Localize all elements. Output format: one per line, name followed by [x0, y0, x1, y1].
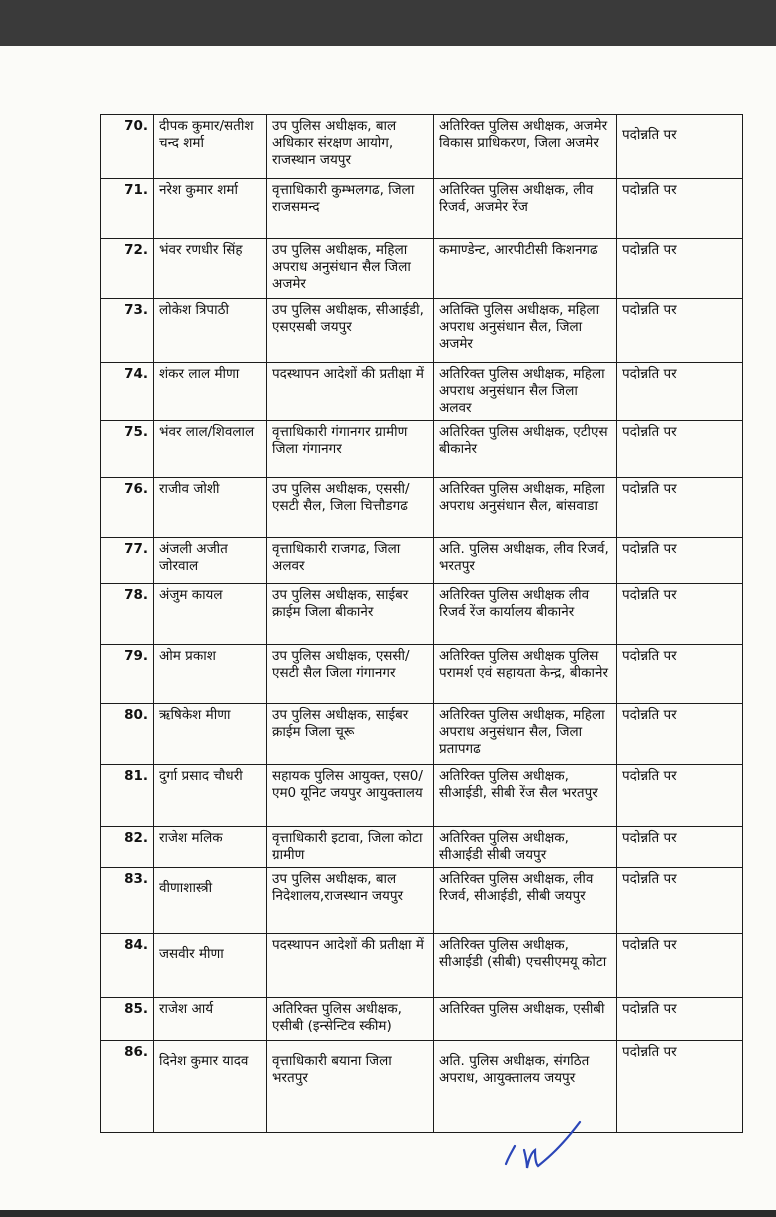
current-posting-text: वृत्ताधिकारी बयाना जिला भरतपुर: [272, 1053, 392, 1086]
serial-number: 81.: [101, 765, 154, 827]
officer-name: अंजुम कायल: [154, 584, 267, 645]
remark: पदोन्नति पर: [617, 299, 743, 363]
remark: पदोन्नति पर: [617, 421, 743, 478]
table-row: [101, 934, 743, 998]
remark-text: पदोन्नति पर: [622, 127, 677, 143]
remark: पदोन्नति पर: [617, 538, 743, 584]
new-posting: अतिरिक्त पुलिस अधीक्षक, महिला अपराध अनुसंधान सैल, जिला प्रतापगढ: [434, 704, 617, 765]
officer-name: दुर्गा प्रसाद चौधरी: [154, 765, 267, 827]
officer-name-text: जसवीर मीणा: [159, 946, 224, 962]
remark: पदोन्नति पर: [617, 704, 743, 765]
table-row: [101, 421, 743, 478]
current-posting: उप पुलिस अधीक्षक, एससी/एसटी सैल जिला गंगानगर: [267, 645, 434, 704]
officer-name: नरेश कुमार शर्मा: [154, 179, 267, 239]
current-posting: उप पुलिस अधीक्षक, एससी/एसटी सैल, जिला चित्तौडगढ: [267, 478, 434, 538]
remark: पदोन्नति पर: [617, 239, 743, 299]
officer-name: राजीव जोशी: [154, 478, 267, 538]
serial-number: 72.: [101, 239, 154, 299]
new-posting: अतिक्ति पुलिस अधीक्षक, महिला अपराध अनुसंधान सैल, जिला अजमेर: [434, 299, 617, 363]
new-posting: अतिरिक्त पुलिस अधीक्षक, महिला अपराध अनुसंधान सैल जिला अलवर: [434, 363, 617, 421]
signature-mark: [500, 1106, 590, 1176]
table-row: [101, 645, 743, 704]
officer-name: राजेश आर्य: [154, 998, 267, 1041]
new-posting: अतिरिक्त पुलिस अधीक्षक, सीआईडी (सीबी) एचसीएमयू कोटा: [434, 934, 617, 998]
current-posting: उप पुलिस अधीक्षक, महिला अपराध अनुसंधान सैल जिला अजमेर: [267, 239, 434, 299]
serial-number: 75.: [101, 421, 154, 478]
current-posting: अतिरिक्त पुलिस अधीक्षक, एसीबी (इन्सेन्टिव स्कीम): [267, 998, 434, 1041]
serial-number: 77.: [101, 538, 154, 584]
table-row: [101, 827, 743, 868]
officer-name: [154, 868, 267, 934]
remark: पदोन्नति पर: [617, 645, 743, 704]
viewer-top-bar: [0, 0, 776, 46]
serial-number: 86.: [101, 1041, 154, 1133]
table-row: [101, 704, 743, 765]
new-posting: अतिरिक्त पुलिस अधीक्षक, लीव रिजर्व, सीआईडी, सीबी जयपुर: [434, 868, 617, 934]
table-row: [101, 538, 743, 584]
remark: पदोन्नति पर: [617, 827, 743, 868]
new-posting: अतिरिक्त पुलिस अधीक्षक पुलिस परामर्श एवं सहायता केन्द्र, बीकानेर: [434, 645, 617, 704]
table-row: [101, 179, 743, 239]
officer-name: लोकेश त्रिपाठी: [154, 299, 267, 363]
remark: पदोन्नति पर: [617, 584, 743, 645]
transfer-table: [100, 114, 743, 1133]
current-posting: उप पुलिस अधीक्षक, साईबर क्राईम जिला चूरू: [267, 704, 434, 765]
officer-name: अंजली अजीत जोरवाल: [154, 538, 267, 584]
table-row: [101, 1041, 743, 1133]
serial-number: 71.: [101, 179, 154, 239]
table-row: [101, 868, 743, 934]
table-row: [101, 239, 743, 299]
officer-name: दीपक कुमार/सतीश चन्द शर्मा: [154, 115, 267, 179]
current-posting: वृत्ताधिकारी कुम्भलगढ, जिला राजसमन्द: [267, 179, 434, 239]
serial-number: 83.: [101, 868, 154, 934]
current-posting: पदस्थापन आदेशों की प्रतीक्षा में: [267, 934, 434, 998]
table-row: [101, 998, 743, 1041]
current-posting: उप पुलिस अधीक्षक, सीआईडी, एसएसबी जयपुर: [267, 299, 434, 363]
officer-name: शंकर लाल मीणा: [154, 363, 267, 421]
table-row: [101, 584, 743, 645]
current-posting: वृत्ताधिकारी राजगढ, जिला अलवर: [267, 538, 434, 584]
remark: पदोन्नति पर: [617, 998, 743, 1041]
serial-number: 84.: [101, 934, 154, 998]
officer-name: [154, 934, 267, 998]
officer-name: राजेश मलिक: [154, 827, 267, 868]
new-posting: अतिरिक्त पुलिस अधीक्षक, सीआईडी, सीबी रेंज सैल भरतपुर: [434, 765, 617, 827]
new-posting: अति. पुलिस अधीक्षक, लीव रिजर्व, भरतपुर: [434, 538, 617, 584]
remark: पदोन्नति पर: [617, 934, 743, 998]
serial-number: 79.: [101, 645, 154, 704]
current-posting: सहायक पुलिस आयुक्त, एस0/एम0 यूनिट जयपुर आयुक्तालय: [267, 765, 434, 827]
table-row: [101, 765, 743, 827]
table-row: [101, 115, 743, 179]
current-posting: पदस्थापन आदेशों की प्रतीक्षा में: [267, 363, 434, 421]
remark: [617, 115, 743, 179]
current-posting: वृत्ताधिकारी गंगानगर ग्रामीण जिला गंगानगर: [267, 421, 434, 478]
serial-number: 73.: [101, 299, 154, 363]
officer-name: ओम प्रकाश: [154, 645, 267, 704]
serial-number: 82.: [101, 827, 154, 868]
serial-number: 74.: [101, 363, 154, 421]
serial-number: 76.: [101, 478, 154, 538]
new-posting: अतिरिक्त पुलिस अधीक्षक, लीव रिजर्व, अजमेर रेंज: [434, 179, 617, 239]
remark: पदोन्नति पर: [617, 868, 743, 934]
remark: पदोन्नति पर: [617, 478, 743, 538]
officer-name: [154, 1041, 267, 1133]
officer-name-text: दिनेश कुमार यादव: [159, 1053, 249, 1069]
new-posting: अतिरिक्त पुलिस अधीक्षक, महिला अपराध अनुसंधान सैल, बांसवाडा: [434, 478, 617, 538]
current-posting: [267, 1041, 434, 1133]
new-posting-text: अति. पुलिस अधीक्षक, संगठित अपराध, आयुक्तालय जयपुर: [439, 1053, 590, 1086]
current-posting: उप पुलिस अधीक्षक, बाल निदेशालय,राजस्थान जयपुर: [267, 868, 434, 934]
new-posting: अतिरिक्त पुलिस अधीक्षक, अजमेर विकास प्राधिकरण, जिला अजमेर: [434, 115, 617, 179]
viewer-bottom-bar: [0, 1210, 776, 1217]
officer-name-text: वीणाशास्त्री: [159, 880, 213, 896]
current-posting: उप पुलिस अधीक्षक, साईबर क्राईम जिला बीकानेर: [267, 584, 434, 645]
serial-number: 70.: [101, 115, 154, 179]
officer-name: भंवर रणधीर सिंह: [154, 239, 267, 299]
document-page: [0, 46, 776, 1210]
new-posting: कमाण्डेन्ट, आरपीटीसी किशनगढ: [434, 239, 617, 299]
new-posting: अतिरिक्त पुलिस अधीक्षक, एसीबी: [434, 998, 617, 1041]
new-posting: अतिरिक्त पुलिस अधीक्षक, सीआईडी सीबी जयपुर: [434, 827, 617, 868]
new-posting: अतिरिक्त पुलिस अधीक्षक लीव रिजर्व रेंज कार्यालय बीकानेर: [434, 584, 617, 645]
serial-number: 80.: [101, 704, 154, 765]
officer-name: भंवर लाल/शिवलाल: [154, 421, 267, 478]
table-row: [101, 299, 743, 363]
current-posting: वृत्ताधिकारी इटावा, जिला कोटा ग्रामीण: [267, 827, 434, 868]
table-row: [101, 363, 743, 421]
serial-number: 78.: [101, 584, 154, 645]
remark: पदोन्नति पर: [617, 363, 743, 421]
new-posting: अतिरिक्त पुलिस अधीक्षक, एटीएस बीकानेर: [434, 421, 617, 478]
table-row: [101, 478, 743, 538]
officer-name: ऋषिकेश मीणा: [154, 704, 267, 765]
remark: पदोन्नति पर: [617, 1041, 743, 1133]
remark: पदोन्नति पर: [617, 765, 743, 827]
current-posting: उप पुलिस अधीक्षक, बाल अधिकार संरक्षण आयोग, राजस्थान जयपुर: [267, 115, 434, 179]
remark: पदोन्नति पर: [617, 179, 743, 239]
serial-number: 85.: [101, 998, 154, 1041]
